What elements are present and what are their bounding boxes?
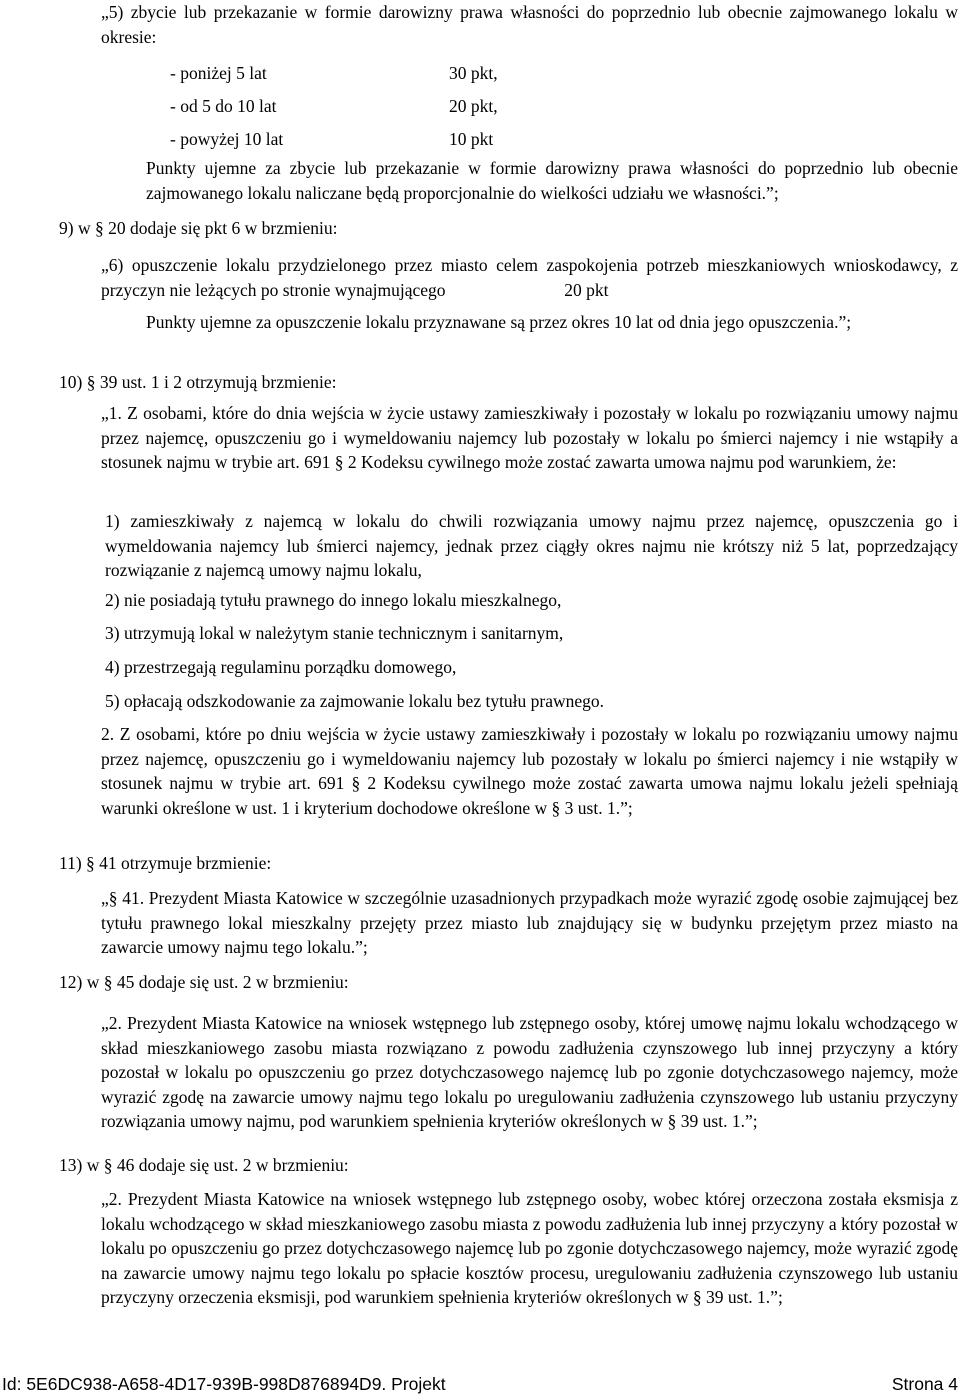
- condition-text: 4) przestrzegają regulaminu porządku domowego,: [105, 657, 457, 677]
- item-11-heading-text: 11) § 41 otrzymuje brzmienie:: [59, 853, 272, 873]
- score-row: [170, 57, 958, 90]
- page-number: Strona 4: [891, 1374, 958, 1394]
- item-12-heading-text: 12) w § 45 dodaje się ust. 2 w brzmieniu:: [59, 972, 349, 992]
- item-13-text: [101, 1187, 958, 1310]
- item-5-text: „5) zbycie lub przekazanie w formie darowizny prawa własności do poprzednio lub obecnie zajmowanego lokalu w okresie:: [101, 2, 958, 47]
- item-10-condition-4: [105, 655, 958, 680]
- score-label: - powyżej 10 lat: [170, 129, 284, 149]
- item-12-text: [101, 1011, 958, 1134]
- item-9-point-6: [101, 253, 958, 302]
- item-12-heading: [59, 970, 958, 995]
- item-10-ust-2: [101, 722, 958, 820]
- item-13-heading-text: 13) w § 46 dodaje się ust. 2 w brzmieniu:: [59, 1155, 349, 1175]
- item-9-note: [101, 310, 958, 335]
- item-10-ust-1-text: „1. Z osobami, które do dnia wejścia w życie ustawy zamieszkiwały i pozostały w lokalu po rozwiązaniu umowy najmu przez najemcę, opuszczeniu go i wymeldowaniu najemcy lub pozostały w lokalu po śmierci najemcy i nie wstąpiły a stosunek najmu w trybie art. 691 § 2 Kodeksu cywilnego może zostać zawarta umowa najmu pod warunkiem, że:: [101, 403, 958, 472]
- score-value: 20 pkt,: [449, 96, 498, 116]
- points-note-paragraph: [146, 156, 958, 205]
- item-10-heading: [59, 370, 958, 395]
- score-value: 30 pkt,: [449, 63, 498, 83]
- score-label: - poniżej 5 lat: [170, 63, 267, 83]
- item-9-heading: [59, 216, 958, 241]
- condition-text: 1) zamieszkiwały z najemcą w lokalu do chwili rozwiązania umowy najmu przez najemcę, opuszczenia go i wymeldowania najemcy lub śmierci najemcy, jednak przez ciągły okres najmu nie krótszy niż 5 lat, poprzedzający rozwiązanie z najemcą umowy najmu lokalu,: [105, 511, 958, 580]
- item-10-heading-text: 10) § 39 ust. 1 i 2 otrzymują brzmienie:: [59, 372, 337, 392]
- score-value: 10 pkt: [449, 129, 494, 149]
- item-5-paragraph: [101, 0, 958, 49]
- item-10-condition-5: [105, 689, 958, 714]
- item-9-point-6-text: „6) opuszczenie lokalu przydzielonego przez miasto celem zaspokojenia potrzeb mieszkaniowych wnioskodawcy, z przyczyn nie leżących po stronie wynajmującego: [101, 255, 958, 300]
- item-10-condition-2: [105, 588, 958, 613]
- item-10-condition-1: [105, 509, 958, 583]
- points-note-text: Punkty ujemne za zbycie lub przekazanie w formie darowizny prawa własności do poprzednio lub obecnie zajmowanego lokalu naliczane będą proporcjonalnie do wielkości udziału we własności.”;: [146, 158, 958, 203]
- item-9-heading-text: 9) w § 20 dodaje się pkt 6 w brzmieniu:: [59, 218, 338, 238]
- item-11-text: [101, 886, 958, 960]
- item-11-heading: [59, 851, 958, 876]
- score-row: [170, 90, 958, 123]
- item-13-heading: [59, 1153, 958, 1178]
- condition-text: 2) nie posiadają tytułu prawnego do innego lokalu mieszkalnego,: [105, 590, 562, 610]
- score-label: - od 5 do 10 lat: [170, 96, 277, 116]
- item-9-note-text: Punkty ujemne za opuszczenie lokalu przyznawane są przez okres 10 lat od dnia jego opuszczenia.”;: [146, 312, 852, 332]
- item-10-condition-3: [105, 621, 958, 646]
- item-9-point-6-points: 20 pkt: [564, 279, 609, 300]
- item-12-text-content: „2. Prezydent Miasta Katowice na wniosek wstępnego lub zstępnego osoby, której umowę najmu lokalu wchodzącego w skład mieszkaniowego zasobu miasta rozwiązano z powodu zadłużenia czynszowego lub innej przyczyny a który pozostał w lokalu po opuszczeniu go przez dotychczasowego najemcę lub po zgonie dotychczasowego najemcy, może wyrazić zgodę na zawarcie umowy najmu tego lokalu po uregulowaniu zadłużenia czynszowego lub ustaniu przyczyny rozwiązania umowy najmu, pod warunkiem spełnienia kryteriów określonych w § 39 ust. 1.”;: [101, 1013, 958, 1131]
- item-10-ust-2-text: 2. Z osobami, które po dniu wejścia w życie ustawy zamieszkiwały i pozostały w lokalu po rozwiązaniu umowy najmu przez najemcę, opuszczeniu go i wymeldowaniu najemcy lub pozostały w lokalu po śmierci najemcy i nie wstąpiły w stosunek najmu w trybie art. 691 § 2 Kodeksu cywilnego może zostać zawarta umowa najmu lokalu jeżeli spełniają warunki określone w ust. 1 i kryterium dochodowe określone w § 3 ust. 1.”;: [101, 724, 958, 818]
- score-row: [170, 123, 958, 156]
- item-10-ust-1: [101, 401, 958, 475]
- condition-text: 5) opłacają odszkodowanie za zajmowanie lokalu bez tytułu prawnego.: [105, 691, 605, 711]
- item-13-text-content: „2. Prezydent Miasta Katowice na wniosek wstępnego lub zstępnego osoby, wobec której orzeczona została eksmisja z lokalu wchodzącego w skład mieszkaniowego zasobu miasta z powodu zadłużenia lub innej przyczyny a który pozostał w lokalu po opuszczeniu go przez dotychczasowego najemcę lub po zgonie dotychczasowego najemcy, może wyrazić zgodę na zawarcie umowy najmu tego lokalu po spłacie kosztów procesu, uregulowaniu zadłużenia czynszowego lub ustaniu przyczyny orzeczenia eksmisji, pod warunkiem spełnienia kryteriów określonych w § 39 ust. 1.”;: [101, 1189, 958, 1307]
- score-table: [170, 57, 958, 156]
- item-11-text-content: „§ 41. Prezydent Miasta Katowice w szczególnie uzasadnionych przypadkach może wyrazić zgodę osobie zajmującej bez tytułu prawnego lokal mieszkalny przejęty przez miasto lub znajdujący się w budynku przejętym przez miasto na zawarcie umowy najmu tego lokalu.”;: [101, 888, 958, 957]
- page-footer: [2, 1373, 958, 1395]
- document-id: Id: 5E6DC938-A658-4D17-939B-998D876894D9. Projekt: [2, 1374, 446, 1394]
- condition-text: 3) utrzymują lokal w należytym stanie technicznym i sanitarnym,: [105, 623, 564, 643]
